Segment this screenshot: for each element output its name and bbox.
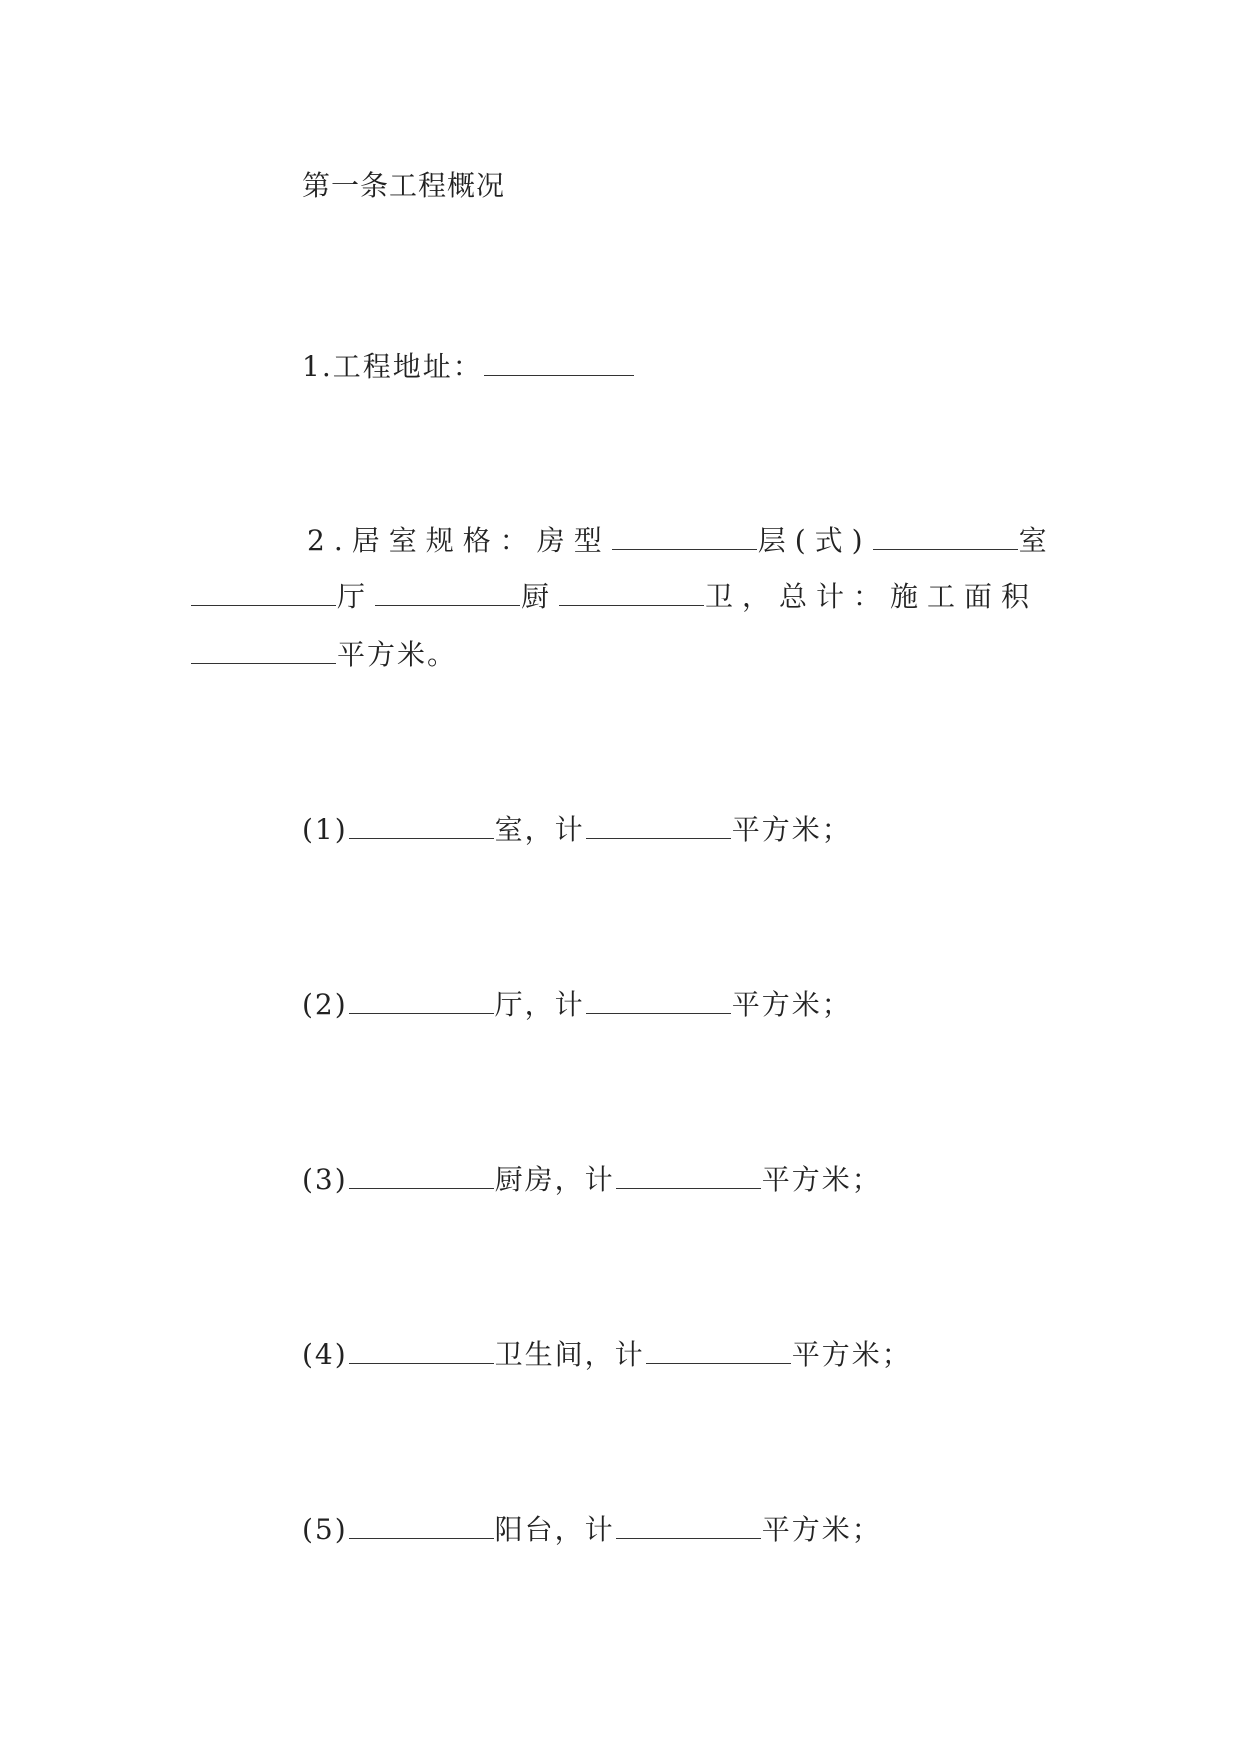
total-area-unit: 平方米。 [337,638,458,671]
subitem-hall [302,983,852,1025]
subitem-number: (3) [302,1163,348,1196]
subitem-balcony [302,1508,882,1550]
subitem-unit: 平方米； [791,1338,912,1371]
subitem-number: (5) [302,1513,348,1546]
floor-blank[interactable] [873,519,1018,550]
subitem-number: (1) [302,813,348,846]
project-address-line [302,345,635,387]
subitem-name: 阳台，计 [494,1513,615,1546]
subitem-area-blank[interactable] [616,1508,761,1539]
bath-total-label: 卫，总计：施工面积 [705,580,1039,613]
hall-label: 厅 [337,580,375,613]
room-spec-line-2 [190,575,1038,617]
subitem-area-blank[interactable] [586,808,731,839]
subitem-unit: 平方米； [761,1513,882,1546]
subitem-kitchen [302,1158,882,1200]
room-label: 室 [1018,524,1056,557]
subitem-unit: 平方米； [731,988,852,1021]
room-spec-label: 2.居室规格：房型 [307,524,611,557]
subitem-area-blank[interactable] [646,1333,791,1364]
section-heading-text: 第一条工程概况 [302,169,506,202]
subitem-area-blank[interactable] [616,1158,761,1189]
subitem-name-blank[interactable] [349,983,494,1014]
section-heading [302,166,505,206]
kitchen-count-blank[interactable] [559,575,704,606]
subitem-number: (4) [302,1338,348,1371]
subitem-name: 厨房，计 [494,1163,615,1196]
kitchen-label: 厨 [521,580,559,613]
subitem-name: 厅，计 [494,988,585,1021]
subitem-unit: 平方米； [731,813,852,846]
hall-count-blank[interactable] [375,575,520,606]
subitem-name-blank[interactable] [349,808,494,839]
room-count-blank[interactable] [191,575,336,606]
subitem-name: 卫生间，计 [494,1338,645,1371]
room-spec-line-3 [190,633,457,675]
subitem-name-blank[interactable] [349,1333,494,1364]
subitem-room [302,808,852,850]
subitem-name: 室，计 [494,813,585,846]
floor-label: 层(式) [757,524,872,557]
project-address-blank[interactable] [484,345,634,376]
project-address-label: 1.工程地址： [302,350,483,383]
total-area-blank[interactable] [191,633,336,664]
house-type-blank[interactable] [612,519,757,550]
room-spec-line-1 [307,519,1056,561]
subitem-area-blank[interactable] [586,983,731,1014]
subitem-bathroom [302,1333,912,1375]
subitem-unit: 平方米； [761,1163,882,1196]
subitem-name-blank[interactable] [349,1508,494,1539]
subitem-number: (2) [302,988,348,1021]
subitem-name-blank[interactable] [349,1158,494,1189]
